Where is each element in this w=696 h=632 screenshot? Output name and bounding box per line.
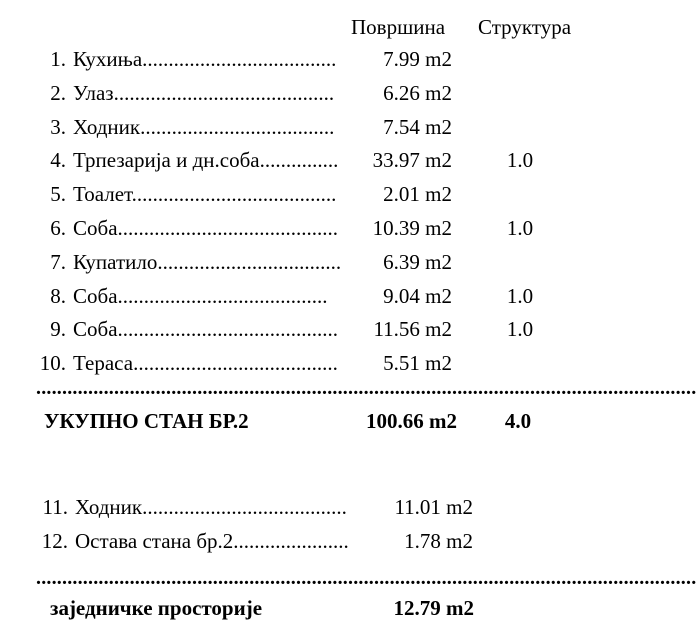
room-structure: 1.0 (506, 317, 534, 341)
room-structure: 1.0 (506, 284, 534, 308)
room-area: 33.97 m2 (372, 148, 452, 172)
room-name: Улаз.......................................... (73, 81, 335, 105)
total-apartment-label: УКУПНО СТАН БР.2 (44, 409, 249, 433)
room-area: 5.51 m2 (383, 351, 452, 375)
room-number: 4. (50, 148, 66, 172)
room-area: 6.39 m2 (383, 250, 452, 274)
room-name: Трпезарија и дн.соба............... (73, 148, 339, 172)
structure-header: Структура (478, 15, 572, 39)
total-common-label: заједничке просторије (50, 596, 263, 620)
room-structure: 1.0 (506, 148, 534, 172)
separator-line: ............................................................................................................................... (36, 377, 696, 399)
room-number: 1. (50, 47, 66, 71)
room-number: 9. (50, 317, 66, 341)
separator-line-2: ............................................................................................................................... (36, 567, 696, 589)
room-name: Кухиња..................................... (73, 47, 337, 71)
room-number: 10. (39, 351, 66, 375)
room-name: Соба.......................................... (73, 216, 339, 240)
room-name: Соба........................................ (73, 284, 328, 308)
common-room-name: Ходник....................................... (75, 495, 347, 519)
room-area: 11.56 m2 (373, 317, 452, 341)
room-number: 3. (50, 115, 66, 139)
room-number: 7. (50, 250, 66, 274)
room-area: 7.54 m2 (383, 115, 452, 139)
room-number: 8. (50, 284, 66, 308)
room-area: 6.26 m2 (383, 81, 452, 105)
common-room-area: 11.01 m2 (394, 495, 473, 519)
room-number: 5. (50, 182, 66, 206)
room-name: Соба.......................................... (73, 317, 339, 341)
room-number: 2. (50, 81, 66, 105)
room-area: 7.99 m2 (383, 47, 452, 71)
total-apartment-structure: 4.0 (504, 409, 532, 433)
room-name: Купатило................................... (73, 250, 342, 274)
common-room-area: 1.78 m2 (404, 529, 473, 553)
room-area: 9.04 m2 (383, 284, 452, 308)
room-structure: 1.0 (506, 216, 534, 240)
common-room-number: 11. (42, 495, 68, 519)
common-room-name: Остава стана бр.2...................... (75, 529, 349, 553)
total-apartment-area: 100.66 m2 (366, 409, 457, 433)
room-name: Тераса....................................... (73, 351, 338, 375)
area-header: Површина (351, 15, 446, 39)
room-number: 6. (50, 216, 66, 240)
room-name: Тоалет....................................... (73, 182, 337, 206)
common-room-number: 12. (41, 529, 68, 553)
room-area: 2.01 m2 (383, 182, 452, 206)
room-name: Ходник..................................... (73, 115, 335, 139)
total-common-area: 12.79 m2 (393, 596, 474, 620)
room-area: 10.39 m2 (372, 216, 452, 240)
